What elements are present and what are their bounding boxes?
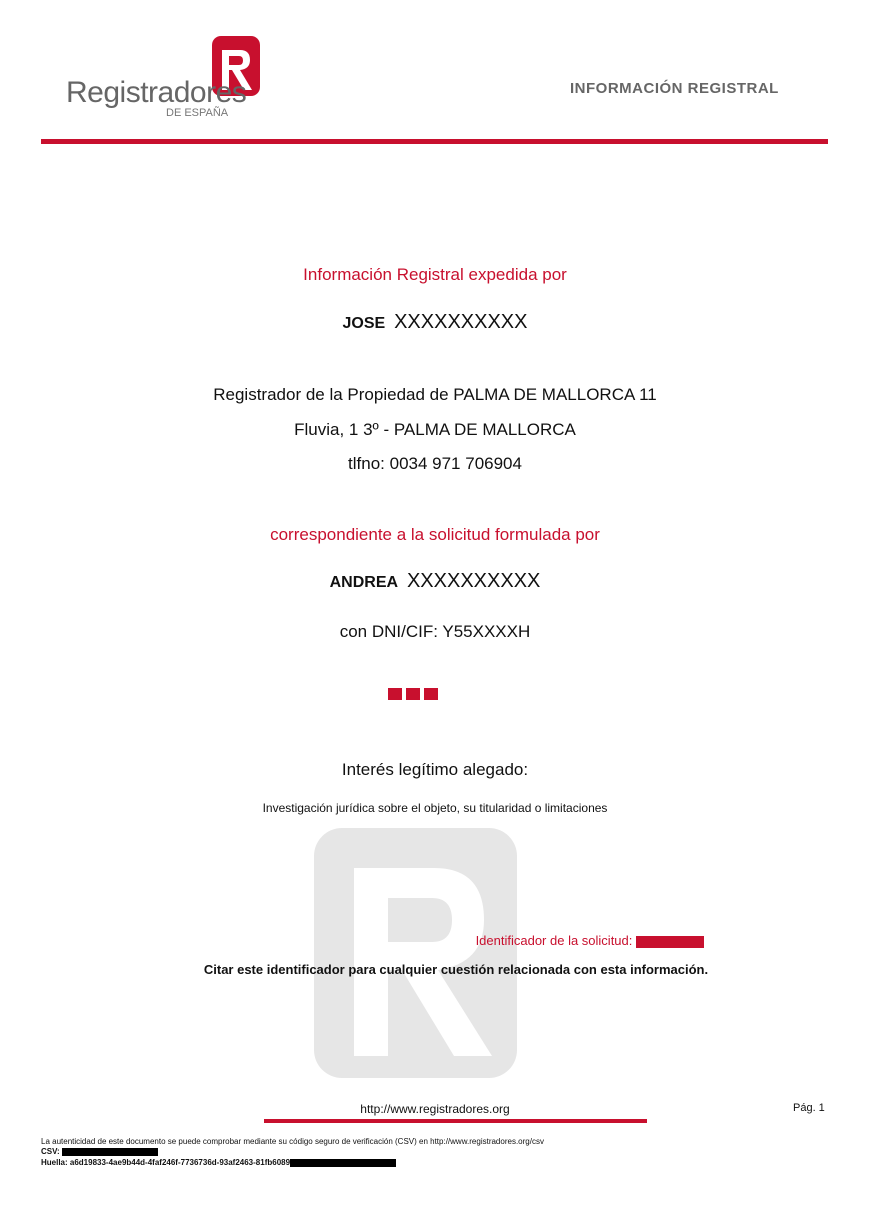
huella-redacted [290,1159,396,1167]
registrar-name [0,311,870,334]
requester-first-name: ANDREA [329,574,399,591]
document-header-title: INFORMACIÓN REGISTRAL [570,80,779,97]
cite-notice: Citar este identificador para cualquier cuestión relacionada con esta información. [203,962,709,977]
registrar-first-name: JOSE [342,315,386,332]
csv-notice: La autenticidad de este documento se puede comprobar mediante su código seguro de verificación (CSV) en http://www.registradores.org/csv [41,1137,544,1146]
huella-label: Huella: a6d19833-4ae9b44d-4faf246f-7736736d-93af2463-81fb6089 [41,1158,291,1167]
registrar-address: Fluvia, 1 3º - PALMA DE MALLORCA [294,420,576,439]
requested-by-label: correspondiente a la solicitud formulada por [270,525,600,544]
request-identifier [476,933,704,948]
request-identifier-label: Identificador de la solicitud: [475,933,633,948]
requester-last-name: XXXXXXXXXX [406,570,541,592]
csv-line [41,1147,158,1157]
logo-wordmark: Registradores [66,76,247,109]
csv-redacted [62,1148,158,1156]
requester-id: con DNI/CIF: Y55XXXXH [339,622,531,641]
interest-label: Interés legítimo alegado: [341,760,529,779]
csv-label: CSV: [41,1147,60,1156]
footer-divider [264,1119,647,1123]
page-number: Pág. 1 [793,1102,825,1114]
watermark-r-icon [314,828,517,1078]
header-divider [41,139,828,144]
section-separator-squares [388,687,444,699]
request-identifier-redacted [636,936,704,948]
interest-value: Investigación jurídica sobre el objeto, su titularidad o limitaciones [262,801,608,815]
logo-subtitle: DE ESPAÑA [166,107,229,119]
requester-name [0,570,870,593]
registrar-last-name: XXXXXXXXXX [394,311,528,333]
huella-line [41,1158,396,1168]
footer-url[interactable]: http://www.registradores.org [360,1102,510,1116]
registrar-phone: tlfno: 0034 971 706904 [348,454,522,473]
issued-by-label: Información Registral expedida por [303,265,567,284]
registrar-office: Registrador de la Propiedad de PALMA DE MALLORCA 11 [213,385,657,404]
